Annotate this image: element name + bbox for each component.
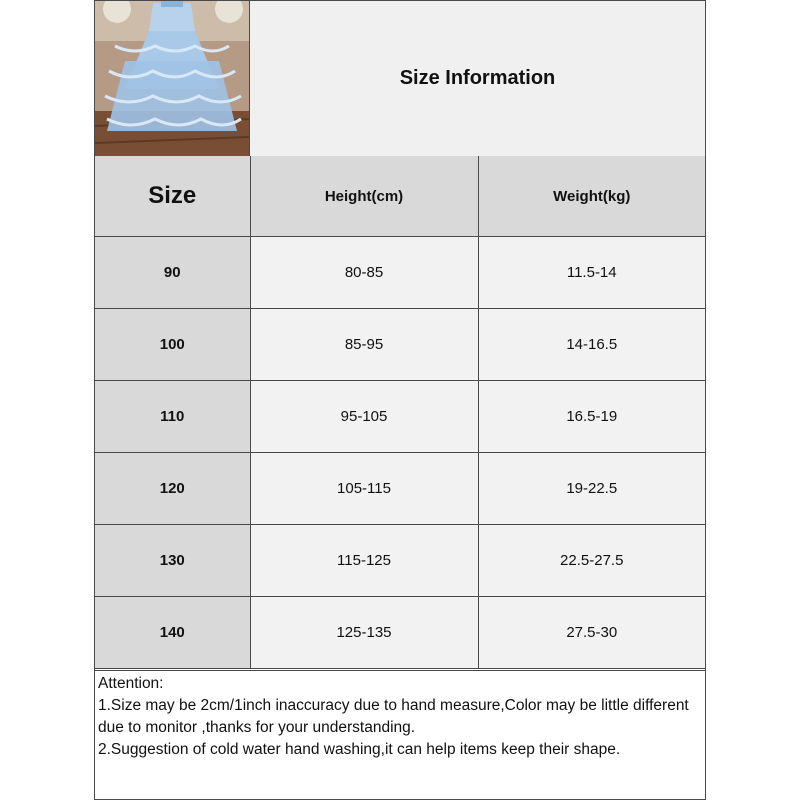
column-header-weight: Weight(kg) <box>478 156 705 237</box>
weight-cell: 14-16.5 <box>478 309 705 381</box>
product-photo <box>95 1 250 156</box>
weight-cell: 19-22.5 <box>478 453 705 525</box>
table-row <box>95 309 705 381</box>
size-cell: 140 <box>95 597 250 669</box>
table-row <box>95 597 705 669</box>
weight-cell: 27.5-30 <box>478 597 705 669</box>
attention-notes <box>95 670 705 763</box>
attention-note-2: 2.Suggestion of cold water hand washing,it can help items keep their shape. <box>98 741 621 758</box>
column-header-size: Size <box>95 156 250 237</box>
dress-photo-illustration <box>95 1 249 156</box>
height-cell: 85-95 <box>250 309 478 381</box>
table-row <box>95 381 705 453</box>
weight-cell: 22.5-27.5 <box>478 525 705 597</box>
title-cell <box>250 1 705 156</box>
size-cell: 110 <box>95 381 250 453</box>
height-cell: 80-85 <box>250 237 478 309</box>
table-row <box>95 525 705 597</box>
attention-heading: Attention: <box>98 675 164 692</box>
table-row <box>95 237 705 309</box>
size-cell: 130 <box>95 525 250 597</box>
page-title: Size Information <box>399 67 556 89</box>
weight-cell: 16.5-19 <box>478 381 705 453</box>
header-row <box>95 1 705 157</box>
attention-note-1: 1.Size may be 2cm/1inch inaccuracy due to hand measure,Color may be little different due to monitor ,thanks for your understanding. <box>98 697 689 736</box>
height-cell: 105-115 <box>250 453 478 525</box>
column-header-height: Height(cm) <box>250 156 478 237</box>
height-cell: 115-125 <box>250 525 478 597</box>
size-cell: 120 <box>95 453 250 525</box>
size-cell: 100 <box>95 309 250 381</box>
height-cell: 125-135 <box>250 597 478 669</box>
height-cell: 95-105 <box>250 381 478 453</box>
table-row <box>95 453 705 525</box>
size-chart-sheet <box>94 0 706 800</box>
weight-cell: 11.5-14 <box>478 237 705 309</box>
table-header-row <box>95 156 705 237</box>
size-cell: 90 <box>95 237 250 309</box>
size-table <box>95 156 705 669</box>
